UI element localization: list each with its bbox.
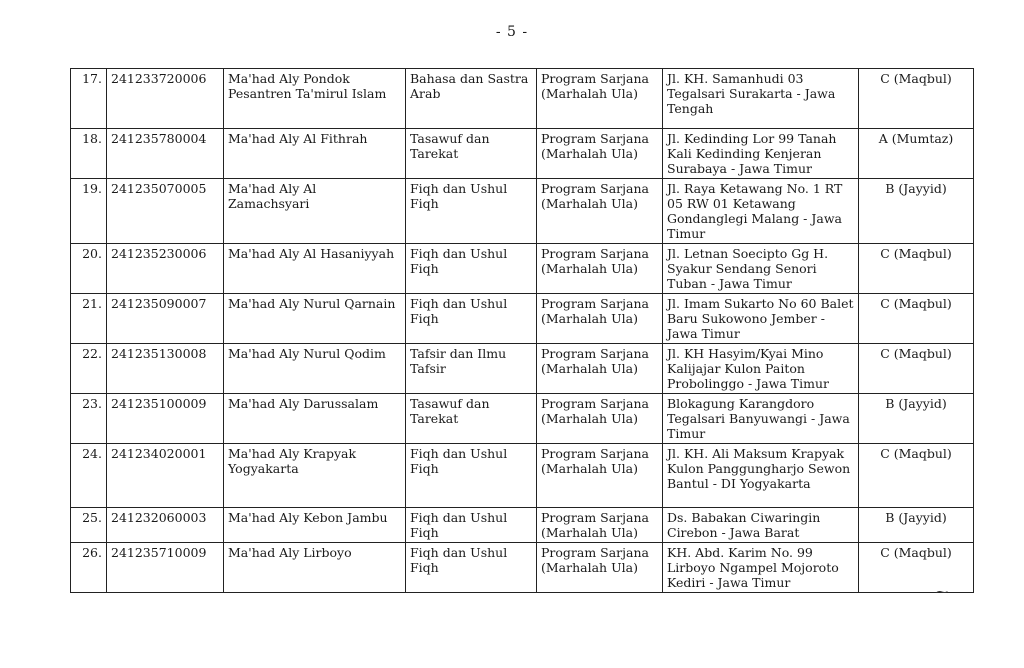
institution-address: Jl. Kedinding Lor 99 Tanah Kali Kedinding Kenjeran Surabaya - Jawa Timur <box>663 129 859 179</box>
accreditation-rank: C (Maqbul) <box>859 543 974 593</box>
program-level: Program Sarjana (Marhalah Ula) <box>537 179 663 244</box>
table-row <box>71 508 974 543</box>
institution-code: 241235090007 <box>107 294 224 344</box>
institution-address: Blokagung Karangdoro Tegalsari Banyuwangi - Jawa Timur <box>663 394 859 444</box>
accreditation-rank: C (Maqbul) <box>859 294 974 344</box>
institution-code: 241235230006 <box>107 244 224 294</box>
institution-name: Ma'had Aly Lirboyo <box>224 543 406 593</box>
program-level: Program Sarjana (Marhalah Ula) <box>537 543 663 593</box>
accreditation-rank: B (Jayyid) <box>859 508 974 543</box>
program-level: Program Sarjana (Marhalah Ula) <box>537 244 663 294</box>
institution-address: Jl. KH Hasyim/Kyai Mino Kalijajar Kulon Paiton Probolinggo - Jawa Timur <box>663 344 859 394</box>
field-of-study: Tasawuf dan Tarekat <box>406 129 537 179</box>
institution-address: Jl. KH. Ali Maksum Krapyak Kulon Panggungharjo Sewon Bantul - DI Yogyakarta <box>663 444 859 508</box>
program-level: Program Sarjana (Marhalah Ula) <box>537 344 663 394</box>
table-body <box>71 69 974 593</box>
accreditation-rank: C (Maqbul) <box>859 344 974 394</box>
institution-address: Ds. Babakan Ciwaringin Cirebon - Jawa Barat <box>663 508 859 543</box>
row-number: 23. <box>71 394 107 444</box>
field-of-study: Fiqh dan Ushul Fiqh <box>406 294 537 344</box>
row-number: 18. <box>71 129 107 179</box>
row-number: 19. <box>71 179 107 244</box>
program-level: Program Sarjana (Marhalah Ula) <box>537 129 663 179</box>
institution-address: Jl. Letnan Soecipto Gg H. Syakur Sendang Senori Tuban - Jawa Timur <box>663 244 859 294</box>
institution-code: 241232060003 <box>107 508 224 543</box>
accreditation-rank: C (Maqbul) <box>859 244 974 294</box>
institution-name: Ma'had Aly Darussalam <box>224 394 406 444</box>
institution-code: 241235130008 <box>107 344 224 394</box>
institution-code: 241234020001 <box>107 444 224 508</box>
institution-code: 241235710009 <box>107 543 224 593</box>
table-row <box>71 69 974 129</box>
institution-address: Jl. Raya Ketawang No. 1 RT 05 RW 01 Ketawang Gondanglegi Malang - Jawa Timur <box>663 179 859 244</box>
program-level: Program Sarjana (Marhalah Ula) <box>537 508 663 543</box>
row-number: 24. <box>71 444 107 508</box>
institution-name: Ma'had Aly Pondok Pesantren Ta'mirul Islam <box>224 69 406 129</box>
institution-address: Jl. KH. Samanhudi 03 Tegalsari Surakarta - Jawa Tengah <box>663 69 859 129</box>
row-number: 22. <box>71 344 107 394</box>
table-row <box>71 129 974 179</box>
stray-pen-mark: ⁓ <box>936 585 948 599</box>
institution-code: 241233720006 <box>107 69 224 129</box>
table-row <box>71 244 974 294</box>
institution-name: Ma'had Aly Krapyak Yogyakarta <box>224 444 406 508</box>
institution-code: 241235070005 <box>107 179 224 244</box>
institution-name: Ma'had Aly Kebon Jambu <box>224 508 406 543</box>
institution-address: KH. Abd. Karim No. 99 Lirboyo Ngampel Mojoroto Kediri - Jawa Timur <box>663 543 859 593</box>
institution-code: 241235780004 <box>107 129 224 179</box>
accreditation-rank: B (Jayyid) <box>859 179 974 244</box>
program-level: Program Sarjana (Marhalah Ula) <box>537 294 663 344</box>
row-number: 20. <box>71 244 107 294</box>
institution-code: 241235100009 <box>107 394 224 444</box>
institution-address: Jl. Imam Sukarto No 60 Balet Baru Sukowono Jember - Jawa Timur <box>663 294 859 344</box>
row-number: 21. <box>71 294 107 344</box>
field-of-study: Fiqh dan Ushul Fiqh <box>406 508 537 543</box>
field-of-study: Tasawuf dan Tarekat <box>406 394 537 444</box>
field-of-study: Bahasa dan Sastra Arab <box>406 69 537 129</box>
program-level: Program Sarjana (Marhalah Ula) <box>537 444 663 508</box>
field-of-study: Fiqh dan Ushul Fiqh <box>406 444 537 508</box>
table-row <box>71 543 974 593</box>
institution-name: Ma'had Aly Al Zamachsyari <box>224 179 406 244</box>
institution-name: Ma'had Aly Al Fithrah <box>224 129 406 179</box>
accreditation-rank: B (Jayyid) <box>859 394 974 444</box>
row-number: 17. <box>71 69 107 129</box>
institution-name: Ma'had Aly Nurul Qodim <box>224 344 406 394</box>
program-level: Program Sarjana (Marhalah Ula) <box>537 69 663 129</box>
table-row <box>71 294 974 344</box>
institution-table <box>70 68 974 593</box>
program-level: Program Sarjana (Marhalah Ula) <box>537 394 663 444</box>
field-of-study: Fiqh dan Ushul Fiqh <box>406 179 537 244</box>
row-number: 25. <box>71 508 107 543</box>
field-of-study: Tafsir dan Ilmu Tafsir <box>406 344 537 394</box>
row-number: 26. <box>71 543 107 593</box>
field-of-study: Fiqh dan Ushul Fiqh <box>406 543 537 593</box>
institution-name: Ma'had Aly Al Hasaniyyah <box>224 244 406 294</box>
page-number: - 5 - <box>495 24 529 40</box>
field-of-study: Fiqh dan Ushul Fiqh <box>406 244 537 294</box>
table-row <box>71 344 974 394</box>
accreditation-rank: C (Maqbul) <box>859 69 974 129</box>
table-row <box>71 394 974 444</box>
table-row <box>71 179 974 244</box>
institution-name: Ma'had Aly Nurul Qarnain <box>224 294 406 344</box>
table-row <box>71 444 974 508</box>
accreditation-rank: A (Mumtaz) <box>859 129 974 179</box>
accreditation-rank: C (Maqbul) <box>859 444 974 508</box>
